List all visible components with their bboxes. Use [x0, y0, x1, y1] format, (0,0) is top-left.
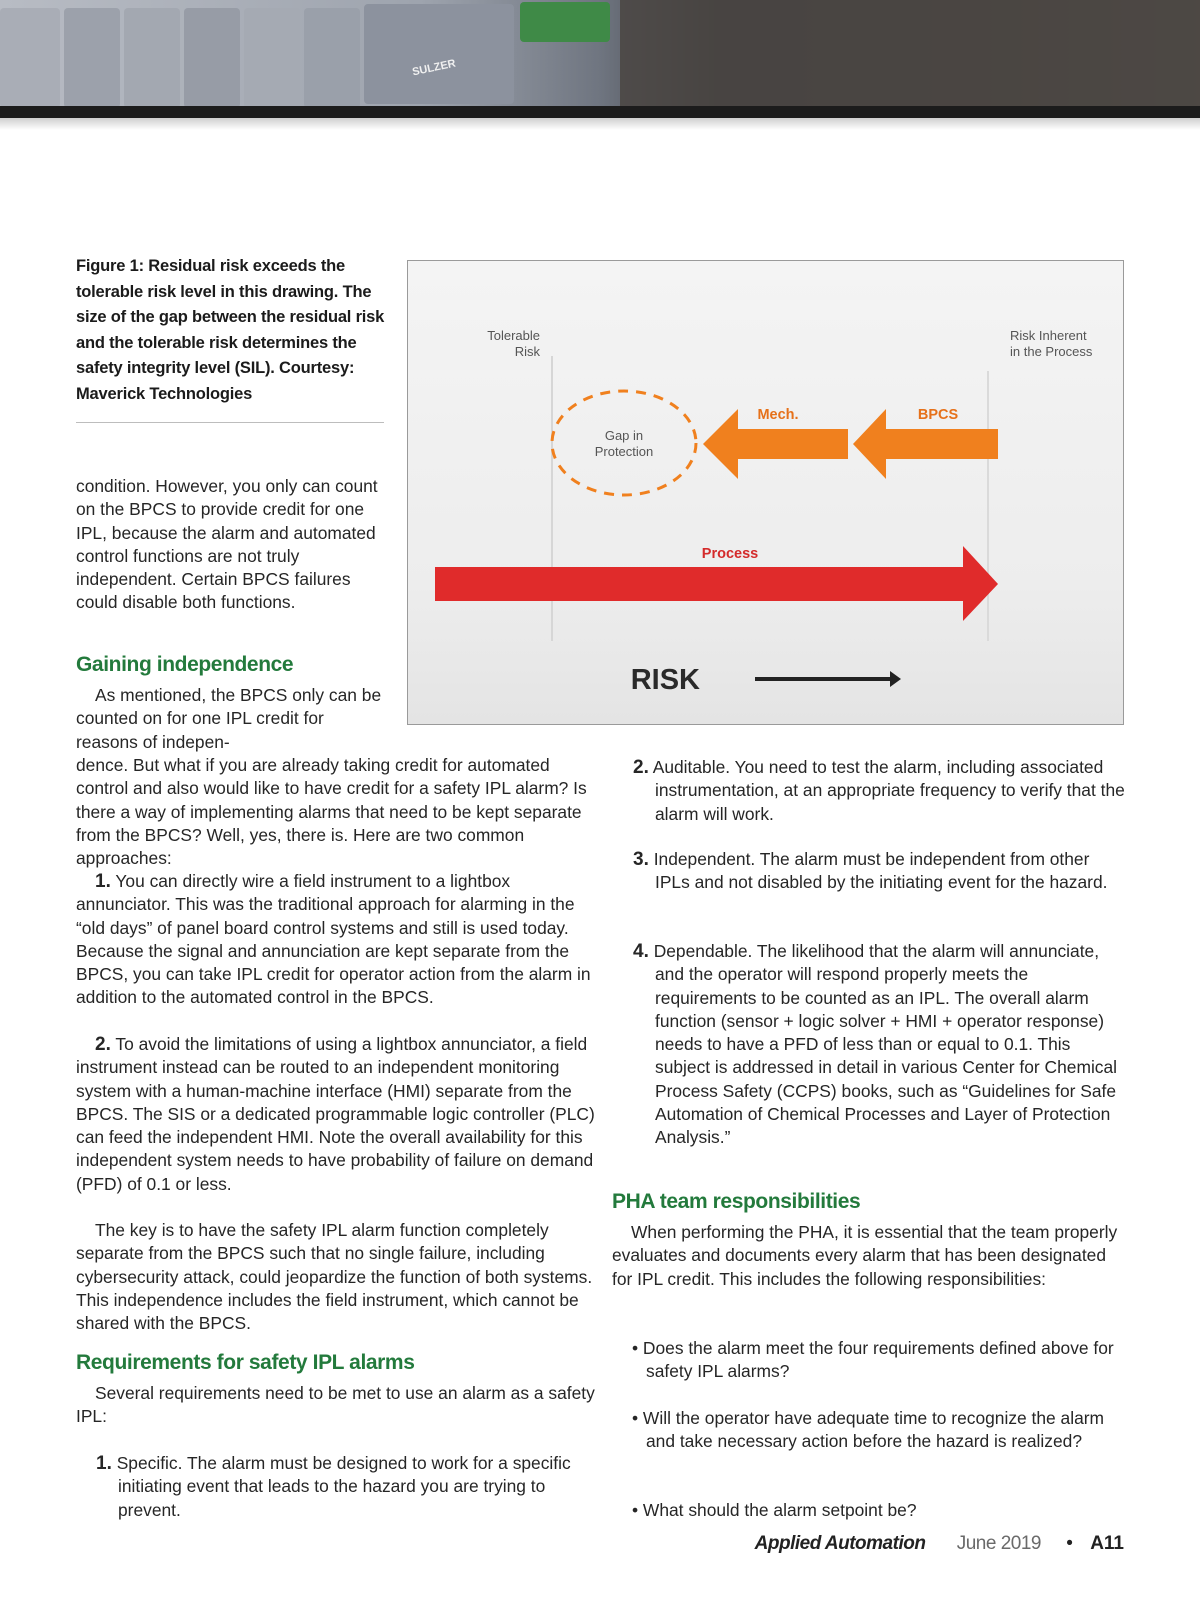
gaining-paragraph-start: As mentioned, the BPCS only can be counted on for one IPL credit for reasons of indepen-	[76, 685, 382, 752]
inherent-risk-label-2: in the Process	[1010, 344, 1093, 359]
risk-arrowhead	[890, 671, 901, 687]
publication-name: Applied Automation	[754, 1533, 926, 1554]
requirement-2-text: Auditable. You need to test the alarm, including associated instrumentation, at an appropriate frequency to verify that the alarm will work.	[652, 757, 1125, 824]
requirement-4	[633, 940, 1127, 1150]
pha-bullet-1-text: Does the alarm meet the four requirements defined above for safety IPL alarms?	[642, 1338, 1114, 1382]
issue-date: June 2019	[956, 1533, 1041, 1554]
intro-paragraph: condition. However, you only can count on the BPCS to provide credit for one IPL, because the alarm and automated control functions are not truly independent. Certain BPCS failures could disable both functions.	[76, 476, 378, 613]
gap-label-2: Protection	[594, 444, 654, 459]
approach-1	[76, 870, 596, 1010]
terminal-block	[244, 8, 300, 108]
tolerable-risk-label-2: Risk	[514, 344, 540, 359]
green-terminal	[520, 2, 610, 42]
pha-paragraph: When performing the PHA, it is essential that the team properly evaluates and documents every alarm that has been designated for IPL credit. This includes the following responsibilities:	[612, 1222, 1118, 1289]
gaining-paragraph-cont: dence. But what if you are already taking credit for automated control and also would like to have credit for a safety IPL alarm? Is there a way of implementing alarms that need to be kept separate from the BPCS? Well, yes, there is. Here are two common approaches:	[76, 755, 587, 869]
page-footer	[755, 1533, 1124, 1555]
mech-label: Mech.	[757, 407, 799, 423]
photo-bottom-rule	[0, 106, 1200, 118]
requirement-3-text: Independent. The alarm must be independent from other IPLs and not disabled by the initiating event for the hazard.	[653, 849, 1108, 893]
pha-bullet-3: • What should the alarm setpoint be?	[632, 1500, 917, 1520]
requirement-2-number: 2.	[633, 757, 649, 778]
requirement-1	[96, 1452, 576, 1522]
heading-requirements: Requirements for safety IPL alarms	[76, 1351, 415, 1374]
photo-shadow	[0, 118, 1200, 130]
requirement-3-number: 3.	[633, 849, 649, 870]
figure-caption: Figure 1: Residual risk exceeds the tolerable risk level in this drawing. The size of the gap between the residual risk and the tolerable risk determines the safety integrity level (SIL). Courtesy: Maverick Technologies	[76, 257, 385, 403]
page-number: A11	[1090, 1533, 1124, 1554]
brand-label: SULZER	[411, 57, 457, 79]
terminal-block	[304, 8, 360, 108]
key-paragraph: The key is to have the safety IPL alarm function completely separate from the BPCS such that no single failure, including cybersecurity attack, could jeopardize the function of both systems. This independence includes the field instrument, which cannot be shared with the BPCS.	[76, 1220, 593, 1334]
tolerable-risk-label: Tolerable	[487, 328, 540, 343]
approach-2	[76, 1033, 596, 1196]
terminal-block	[124, 8, 180, 108]
approach-1-number: 1.	[95, 871, 111, 892]
pha-bullet-2-text: Will the operator have adequate time to recognize the alarm and take necessary action before the hazard is realized?	[642, 1408, 1105, 1452]
requirement-1-text: Specific. The alarm must be designed to work for a specific initiating event that leads to the hazard you are trying to prevent.	[116, 1453, 571, 1520]
approach-2-text: To avoid the limitations of using a lightbox annunciator, a field instrument instead can be routed to an independent monitoring system with a human-machine interface (HMI) separate from the BPCS. The SIS or a dedicated programmable logic controller (PLC) can feed the independent HMI. Note the overall availability for this independent system needs to have probability of failure on demand (PFD) of 0.1 or less.	[76, 1034, 595, 1194]
requirement-2	[633, 756, 1127, 826]
requirement-4-text: Dependable. The likelihood that the alarm will annunciate, and the operator will respond properly meets the requirements to be counted as an IPL. The overall alarm function (sensor + logic solver + HMI + operator response) needs to have a PFD of less than or equal to 0.1. This subject is addressed in detail in various Center for Chemical Process Safety (CCPS) books, such as “Guidelines for Safe Automation of Chemical Processes and Layer of Protection Analysis.”	[653, 941, 1118, 1148]
cabinet-background	[620, 0, 1200, 106]
gap-ellipse	[552, 391, 696, 495]
approach-2-number: 2.	[95, 1034, 111, 1055]
risk-figure	[407, 260, 1124, 725]
approach-1-text: You can directly wire a field instrument to a lightbox annunciator. This was the traditional approach for alarming in the “old days” of panel board control systems and still is used today. Because the signal and annunciation are kept separate from the BPCS, you can take IPL credit for operator action from the alarm in addition to the automated control in the BPCS.	[76, 871, 591, 1008]
controller-module	[364, 4, 514, 104]
risk-label: RISK	[630, 664, 700, 696]
header-photo	[0, 0, 1200, 118]
inherent-risk-label: Risk Inherent	[1010, 328, 1087, 343]
footer-separator: •	[1066, 1533, 1073, 1554]
caption-divider	[76, 422, 384, 423]
process-label: Process	[701, 546, 759, 562]
terminal-block	[184, 8, 240, 108]
requirement-4-number: 4.	[633, 941, 649, 962]
heading-gaining-independence: Gaining independence	[76, 653, 294, 676]
requirements-intro: Several requirements need to be met to use an alarm as a safety IPL:	[76, 1383, 595, 1427]
heading-pha-team: PHA team responsibilities	[612, 1190, 861, 1213]
terminal-block	[0, 8, 60, 108]
requirement-1-number: 1.	[96, 1453, 112, 1474]
pha-bullet-3-text: What should the alarm setpoint be?	[642, 1500, 917, 1520]
bpcs-label: BPCS	[917, 407, 959, 423]
gap-label: Gap in	[604, 428, 644, 443]
pha-bullet-1: • Does the alarm meet the four requirements defined above for safety IPL alarms?	[632, 1338, 1114, 1382]
pha-bullet-2: • Will the operator have adequate time to recognize the alarm and take necessary action before the hazard is realized?	[632, 1408, 1105, 1452]
terminal-block	[64, 8, 120, 108]
requirement-3	[633, 848, 1127, 895]
